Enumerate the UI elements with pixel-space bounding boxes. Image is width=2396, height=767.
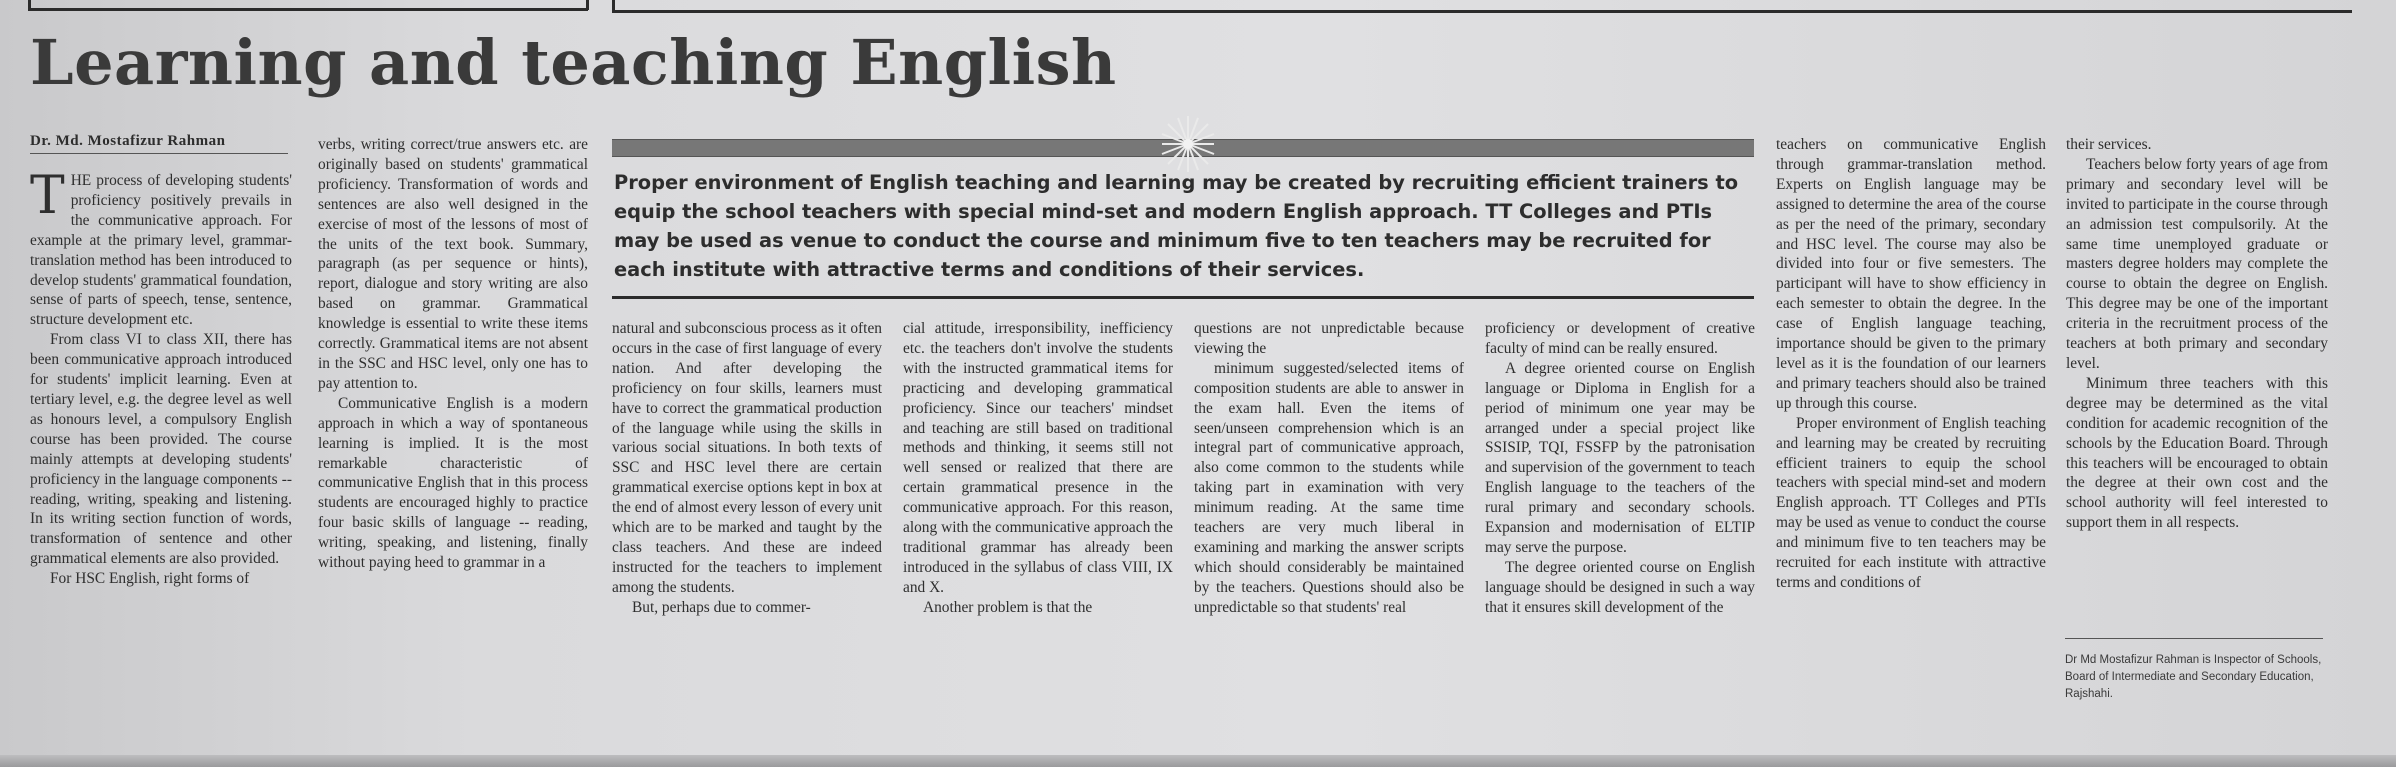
article-paragraph: teachers on communicative English through grammar-translation method. Experts on English language may be assigned to determine the area of the course as per the need of the primary, secondary and HSC level. The course may also be divided into four or five semesters. The participant will have to show efficiency in each semester to obtain the degree. In the case of English language teaching, importance should be given to the primary level as it is the foundation of our learners and primary teachers should also be trained up through this course. bbox=[1776, 136, 2046, 412]
article-paragraph: verbs, writing correct/true answers etc. are originally based on students' grammatical proficiency. Transformation of words and sentences are also well designed in the exercise of most of the lessons of most of the units of the text book. Summary, paragraph (as per sequence or hints), report, dialogue and story writing are also based on grammar. Grammatical knowledge is essential to write these items correctly. Grammatical items are not absent in the SSC and HSC level, only one has to pay attention to. bbox=[318, 136, 588, 392]
article-column-7 bbox=[1776, 135, 2046, 593]
article-paragraph: Another problem is that the bbox=[923, 598, 1093, 616]
article-column-8 bbox=[2066, 135, 2328, 533]
article-column-1 bbox=[30, 166, 292, 589]
page-edge-shadow bbox=[0, 755, 2396, 767]
article-paragraph: Minimum three teachers with this degree may be determined as the vital condition for academic recognition of the schools by the Education Board. Through this teachers will be encouraged to obtain the degree at their own cost and the school authority will feel interested to support them in all respects. bbox=[2066, 374, 2328, 532]
article-paragraph: their services. bbox=[2066, 136, 2152, 153]
article-column-3 bbox=[612, 319, 882, 618]
article-paragraph: But, perhaps due to commer- bbox=[632, 598, 811, 616]
article-paragraph: Proper environment of English teaching and learning may be created by recruiting efficient trainers to equip the school teachers with special mind-set and modern English approach. TT Colleges and PTIs may be used as venue to conduct the course and minimum five to ten teachers may be recruited for each institute with attractive terms and conditions of bbox=[1776, 414, 2046, 591]
article-paragraph: For HSC English, right forms of bbox=[50, 570, 250, 588]
bio-rule bbox=[2065, 638, 2323, 639]
top-rule bbox=[586, 0, 589, 10]
drop-cap: T bbox=[30, 166, 65, 226]
article-paragraph: proficiency or development of creative faculty of mind can be really ensured. bbox=[1485, 320, 1755, 357]
article-paragraph: Communicative English is a modern approach in which a way of spontaneous learning is implied. It is the most remarkable characteristic of communicative English that in this process students are encouraged highly to practice four basic skills of language -- reading, writing, speaking, and listening, finally without paying heed to grammar in a bbox=[318, 394, 588, 572]
article-paragraph: A degree oriented course on English language or Diploma in English for a period of minimum one year may be arranged under a special project like SSISIP, TQI, FSSFP by the patronisation and supervision of the government to teach English language to the teachers of the rural primary and secondary schools. Expansion and modernisation of ELTIP may serve the purpose. bbox=[1485, 359, 1755, 556]
article-column-5 bbox=[1194, 319, 1464, 618]
article-column-6 bbox=[1485, 319, 1755, 618]
author-bio: Dr Md Mostafizur Rahman is Inspector of Schools, Board of Intermediate and Secondary Education, Rajshahi. bbox=[2065, 654, 2322, 700]
article-paragraph: cial attitude, irresponsibility, inefficiency etc. the teachers don't involve the students with the instructed grammatical items for practicing and developing grammatical proficiency. Since our teachers' mindset and teaching are still based on traditional methods and thinking, it seems still not well sensed or realized that there are certain grammatical presence in the communicative approach. For this reason, along with the communicative approach the traditional grammar has already been introduced in the syllabus of class VIII, IX and X. bbox=[903, 320, 1173, 596]
article-paragraph: The degree oriented course on English language should be designed in such a way that it ensures skill development of the bbox=[1485, 558, 1755, 616]
pull-quote-rule bbox=[612, 296, 1754, 299]
article-paragraph: minimum suggested/selected items of composition students are able to answer in the exam hall. Even the items of seen/unseen comprehension which is an integral part of communicative approach, also come common to the students while taking part in examination with very minimum reading. At the same time teachers are very much liberal in examining and marking the answer scripts which should considerably be maintained by the teachers. Questions should also be unpredictable so that students' real bbox=[1194, 359, 1464, 616]
article-column-2 bbox=[318, 135, 588, 573]
article-paragraph: From class VI to class XII, there has been communicative approach introduced for students' implicit learning. Even at tertiary level, e.g. the degree level as well as honours level, a compulsory English course has been provided. The course mainly attempts at developing students' proficiency in the language components -- reading, writing, speaking and listening. In its writing section function of words, transformation of sentence and other grammatical elements are also provided. bbox=[30, 331, 292, 568]
article-column-4 bbox=[903, 319, 1173, 618]
pull-quote: Proper environment of English teaching and learning may be created by recruiting efficient trainers to equip the school teachers with special mind-set and modern English approach. TT Colleges and PTIs may be used as venue to conduct the course and minimum five to ten teachers may be recruited for each institute with attractive terms and conditions of their services. bbox=[614, 171, 1739, 281]
article-paragraph: questions are not unpredictable because viewing the bbox=[1194, 320, 1464, 357]
top-rule bbox=[612, 10, 2352, 13]
byline: Dr. Md. Mostafizur Rahman bbox=[30, 133, 288, 154]
starburst-icon bbox=[1160, 114, 1216, 174]
top-rule bbox=[28, 8, 588, 11]
article-paragraph: THE process of developing students' proficiency positively prevails in the communicative approach. For example at the primary level, grammar-translation method has been introduced to develop students' grammatical foundation, sense of parts of speech, tense, sentence, structure development etc. bbox=[30, 166, 292, 329]
article-paragraph: Teachers below forty years of age from primary and secondary level will be invited to participate in the course through an admission test compulsorily. At the same time unemployed graduate or masters degree holders may complete the course to obtain the degree on English. This degree may be one of the important criteria in the recruitment process of the teachers at both primary and secondary level. bbox=[2066, 155, 2328, 372]
article-paragraph: natural and subconscious process as it often occurs in the case of first language of every nation. And after developing the proficiency on four skills, learners must have to correct the grammatical production of the language while using the skills in various social situations. In both texts of SSC and HSC level there are certain grammatical exercise options kept in box at the end of almost every lesson of every unit which are to be marked and taught by the class teachers. And these are indeed instructed for the teachers to implement among the students. bbox=[612, 320, 882, 596]
headline: Learning and teaching English bbox=[30, 26, 1117, 99]
